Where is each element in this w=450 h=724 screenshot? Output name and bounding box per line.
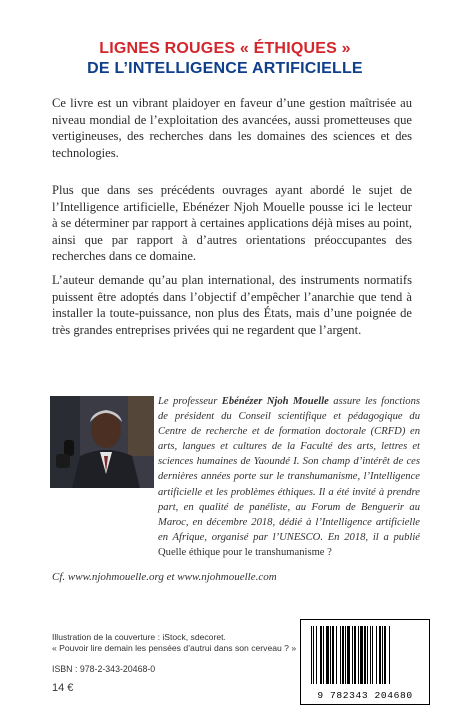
websites-line: Cf. www.njohmouelle.org et www.njohmouelle.com bbox=[52, 571, 277, 583]
cover-title-line1: LIGNES ROUGES « ÉTHIQUES » bbox=[99, 40, 351, 57]
author-portrait-image bbox=[50, 396, 154, 488]
bio-text: assure les fonctions de président du Conseil scientifique et pédagogique du Centre de recherche et de formation doctorale (CRFD) en arts, langues et cultures de la Faculté des arts, lettres et sciences humaines de Yaoundé I. Son champ d’intérêt de ces dernières années porte sur le transhumanisme, l’Intelligence artificielle et les problèmes éthiques. Il a été invité à prendre part, en qualité de panéliste, au Forum de Benguerir au Maroc, en décembre 2018, dédié à l’Intelligence artificielle en Afrique, organisé par l’UNESCO. En 2018, il a publié bbox=[158, 396, 421, 543]
cover-quote: « Pouvoir lire demain les pensées d’autrui dans son cerveau ? » bbox=[52, 643, 297, 653]
cover-title-line2: DE L’INTELLIGENCE ARTIFICIELLE bbox=[87, 60, 363, 77]
summary-paragraph-3: L’auteur demande qu’au plan international, des instruments normatifs puissent être adoptés dans l’objectif d’empêcher l’anarchie que tend à installer la toute-puissance, non plus des États, mais d’une poignée de très grandes entreprises privées qui ne regardent que l’argent. bbox=[52, 273, 412, 337]
author-bio bbox=[158, 394, 420, 560]
barcode-number: 9 782343 204680 bbox=[317, 690, 413, 701]
author-name: Ebénézer Njoh Mouelle bbox=[221, 396, 329, 407]
author-photo bbox=[50, 396, 154, 488]
book-title: Quelle éthique pour le transhumanisme ? bbox=[158, 546, 332, 558]
illustration-credit: Illustration de la couverture : iStock, sdecoret. bbox=[52, 632, 226, 642]
summary-paragraph-1: Ce livre est un vibrant plaidoyer en faveur d’une gestion maîtrisée au niveau mondial de l’exploitation des avancées, aussi prometteuses que vertigineuses, des recherches dans les domaines des sciences et des technologies. bbox=[52, 96, 412, 160]
summary-paragraph-2: Plus que dans ses précédents ouvrages ayant abordé le sujet de l’Intelligence artificielle, Ebénézer Njoh Mouelle pousse ici le lecteur à se déterminer par rapport à certaines applications déjà mises au point, ainsi que par rapport à d’autres orientations préoccupantes des recherches dans ce domaine. bbox=[52, 183, 412, 264]
barcode bbox=[300, 619, 430, 705]
price: 14 € bbox=[52, 682, 74, 694]
cover-credits bbox=[52, 632, 296, 654]
barcode-bars bbox=[309, 626, 423, 684]
isbn: ISBN : 978-2-343-20468-0 bbox=[52, 664, 156, 674]
bio-intro: Le professeur bbox=[158, 396, 222, 407]
